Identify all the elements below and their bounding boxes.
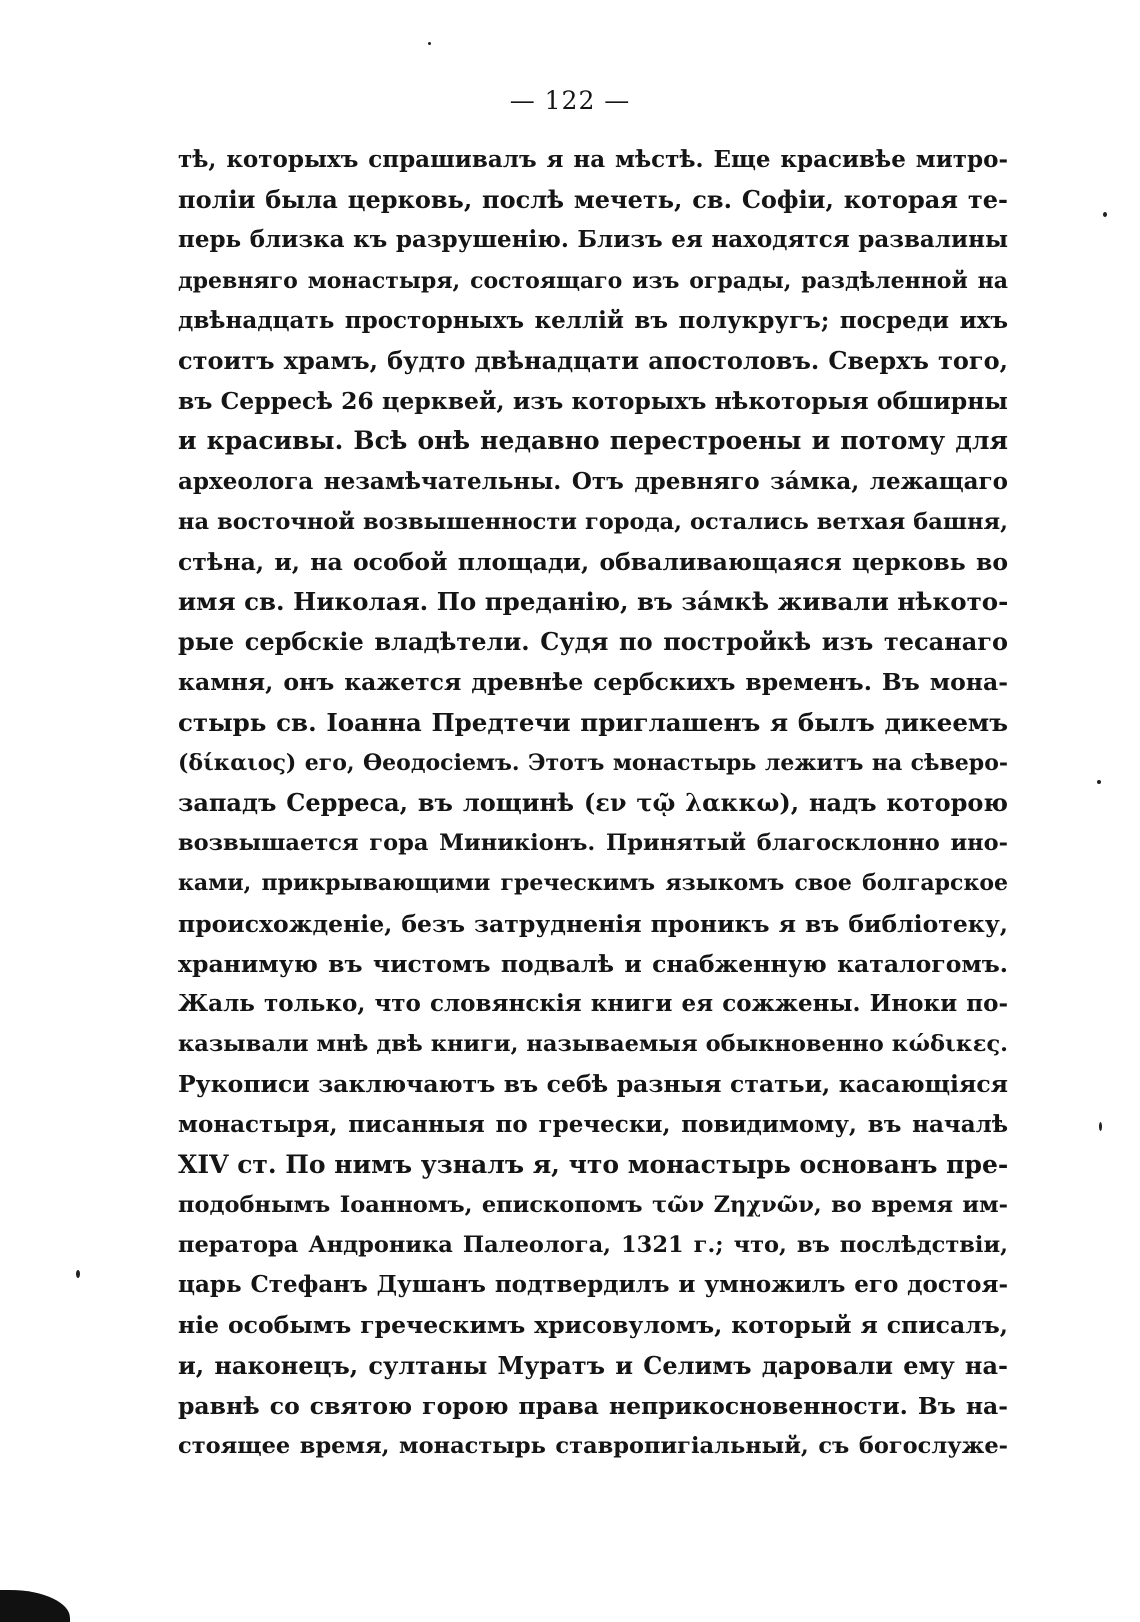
text-line: XIV ст. По нимъ узналъ я, что монастырь основанъ пре- (178, 1149, 1009, 1179)
text-line: подобнымъ Іоанномъ, епископомъ τῶν Ζηχνῶν, во время им- (178, 1191, 1008, 1218)
scan-speck (428, 42, 431, 45)
text-line: казывали мнѣ двѣ книги, называемыя обыкновенно κώδικες. (178, 1031, 1008, 1058)
text-line: имя св. Николая. По преданію, въ за́мкѣ живали нѣкото- (178, 587, 1009, 617)
scan-speck (76, 1270, 80, 1278)
text-line: равнѣ со святою горою права неприкосновенности. Въ на- (178, 1391, 1008, 1420)
text-line: поліи была церковь, послѣ мечеть, св. Софіи, которая те- (178, 185, 1008, 215)
text-line: въ Серресѣ 26 церквей, изъ которыхъ нѣкоторыя обширны (178, 387, 1008, 416)
text-line: и, наконецъ, султаны Муратъ и Селимъ даровали ему на- (178, 1350, 1008, 1380)
scan-speck (1103, 212, 1107, 217)
text-line: хранимую въ чистомъ подвалѣ и снабженную каталогомъ. (178, 949, 1008, 978)
text-line: археолога незамѣчательны. Отъ древняго за́мка, лежащаго (178, 467, 1008, 495)
text-line: тѣ, которыхъ спрашивалъ я на мѣстѣ. Еще красивѣе митро- (178, 146, 1008, 173)
page-number: — 122 — (509, 86, 631, 115)
text-line: перь близка къ разрушенію. Близъ ея находятся развалины (178, 226, 1008, 254)
text-line: и красивы. Всѣ онѣ недавно перестроены и потому для (178, 426, 1008, 456)
text-line: рые сербскіе владѣтели. Судя по постройкѣ изъ тесанаго (178, 627, 1008, 657)
text-line: двѣнадцать просторныхъ келлій въ полукругъ; посреди ихъ (178, 306, 1008, 334)
scan-speck (1097, 780, 1101, 784)
text-line: монастыря, писанныя по гречески, повидимому, въ началѣ (178, 1110, 1008, 1138)
text-line: ніе особымъ греческимъ хрисовуломъ, который я списалъ, (178, 1311, 1008, 1340)
text-line: возвышается гора Миникіонъ. Принятый благосклонно ино- (178, 830, 1008, 857)
text-line: Жаль только, что словянскія книги ея сожжены. Иноки по- (178, 989, 1008, 1017)
text-line: (δίκαιος) его, Ѳеодосіемъ. Этотъ монастырь лежитъ на сѣверо- (178, 749, 1008, 776)
text-line: происхожденіе, безъ затрудненія проникъ я въ библіотеку, (178, 909, 1008, 938)
text-line: ператора Андроника Палеолога, 1321 г.; что, въ послѣдствіи, (178, 1232, 1008, 1259)
text-line: стѣна, и, на особой площади, обваливающаяся церковь во (178, 547, 1008, 576)
text-line: царь Стефанъ Душанъ подтвердилъ и умножилъ его достоя- (178, 1271, 1008, 1299)
text-line: стоящее время, монастырь ставропигіальный, съ богослуже- (178, 1433, 1008, 1459)
body-text (178, 140, 1008, 1466)
text-line: на восточной возвышенности города, остались ветхая башня, (178, 508, 1008, 535)
text-line: камня, онъ кажется древнѣе сербскихъ временъ. Въ мона- (178, 668, 1008, 697)
text-line: западъ Серреса, въ лощинѣ (εν τῷ λακκω), надъ которою (178, 788, 1008, 817)
text-line: стырь св. Іоанна Предтечи приглашенъ я былъ дикеемъ (178, 707, 1008, 737)
text-line: стоитъ храмъ, будто двѣнадцати апостоловъ. Сверхъ того, (178, 345, 1008, 375)
scan-edge-blot (0, 1590, 70, 1622)
text-line: Рукописи заключаютъ въ себѣ разныя статьи, касающіяся (178, 1070, 1008, 1099)
text-line: древняго монастыря, состоящаго изъ ограды, раздѣленной на (178, 267, 1008, 294)
text-line: ками, прикрывающими греческимъ языкомъ свое болгарское (178, 870, 1008, 897)
scan-speck (1099, 1122, 1102, 1131)
